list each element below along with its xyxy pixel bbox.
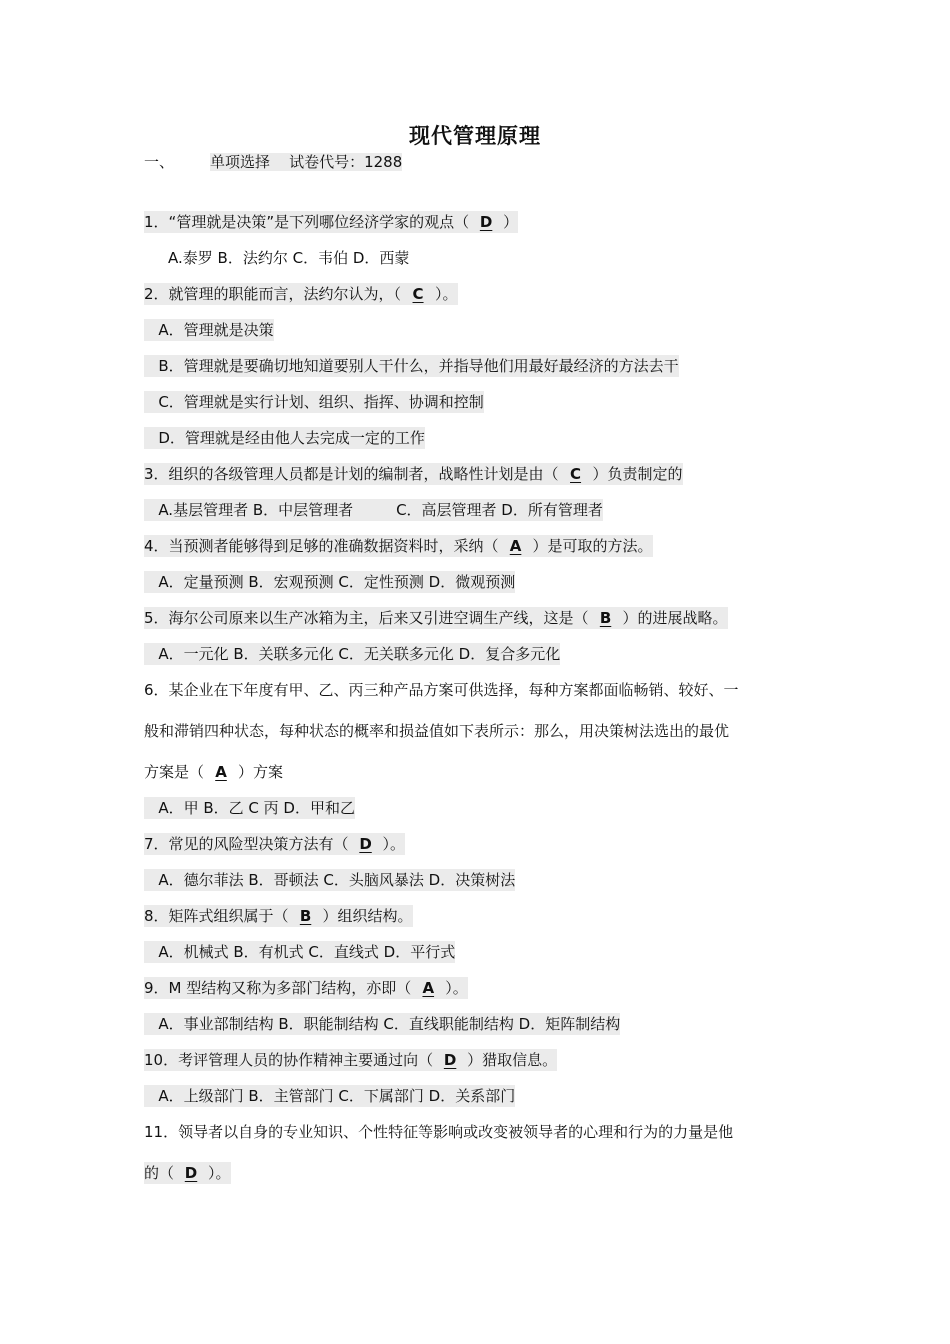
question-6-options: A．甲 B．乙 C 丙 D．甲和乙 [144, 797, 355, 819]
answer-8: B [299, 907, 312, 925]
question-4: 4．当预测者能够得到足够的准确数据资料时，采纳（ A ）是可取的方法。 [144, 537, 653, 555]
answer-1: D [479, 213, 493, 231]
question-11-line-2: 的（ D ）。 [144, 1164, 231, 1182]
answer-6: A [215, 763, 227, 781]
question-2-option-d: D．管理就是经由他人去完成一定的工作 [144, 427, 425, 449]
question-3-options: A.基层管理者 B．中层管理者 C．高层管理者 D．所有管理者 [144, 499, 603, 521]
question-9-options: A．事业部制结构 B．职能制结构 C．直线职能制结构 D．矩阵制结构 [144, 1013, 620, 1035]
question-6-line-3: 方案是（ A ）方案 [144, 763, 284, 781]
answer-9: A [422, 979, 435, 997]
question-2: 2．就管理的职能而言，法约尔认为，（ C ）。 [144, 285, 458, 303]
answer-10: D [443, 1051, 457, 1069]
question-7-options: A．德尔菲法 B．哥顿法 C．头脑风暴法 D．决策树法 [144, 869, 515, 891]
answer-2: C [412, 285, 424, 303]
question-2-option-b: B．管理就是要确切地知道要别人干什么，并指导他们用最好最经济的方法去干 [144, 355, 679, 377]
question-1: 1．“管理就是决策”是下列哪位经济学家的观点（ D ） [144, 213, 519, 231]
answer-7: D [359, 835, 372, 853]
question-1-options: A.泰罗 B．法约尔 C．韦伯 D．西蒙 [168, 249, 410, 267]
page-title: 现代管理原理 [409, 124, 541, 148]
answer-11: D [184, 1164, 198, 1182]
question-10: 10．考评管理人员的协作精神主要通过向（ D ）猎取信息。 [144, 1051, 558, 1069]
question-6-line-2: 般和滞销四种状态，每种状态的概率和损益值如下表所示：那么，用决策树法选出的最优 [144, 722, 730, 740]
question-2-option-a: A．管理就是决策 [144, 319, 274, 341]
question-8: 8．矩阵式组织属于（ B ）组织结构。 [144, 907, 413, 925]
answer-3: C [570, 465, 582, 483]
question-5-options: A．一元化 B．关联多元化 C．无关联多元化 D．复合多元化 [144, 643, 560, 665]
question-11-line-1: 11．领导者以自身的专业知识、个性特征等影响或改变被领导者的心理和行为的力量是他 [144, 1123, 734, 1141]
section-heading: 一、 单项选择 试卷代号：1288 [144, 153, 403, 171]
question-9: 9．M 型结构又称为多部门结构，亦即（ A ）。 [144, 979, 468, 997]
question-6-line-1: 6．某企业在下年度有甲、乙、丙三种产品方案可供选择，每种方案都面临畅销、较好、一 [144, 681, 739, 699]
question-2-option-c: C．管理就是实行计划、组织、指挥、协调和控制 [144, 391, 484, 413]
answer-5: B [599, 609, 612, 627]
question-8-options: A．机械式 B．有机式 C．直线式 D．平行式 [144, 941, 455, 963]
question-3: 3．组织的各级管理人员都是计划的编制者，战略性计划是由（ C ）负责制定的 [144, 465, 683, 483]
question-5: 5．海尔公司原来以生产冰箱为主，后来又引进空调生产线，这是（ B ）的进展战略。 [144, 609, 728, 627]
question-10-options: A．上级部门 B．主管部门 C．下属部门 D．关系部门 [144, 1085, 515, 1107]
answer-4: A [509, 537, 522, 555]
question-7: 7．常见的风险型决策方法有（ D ）。 [144, 835, 406, 853]
question-4-options: A．定量预测 B．宏观预测 C．定性预测 D．微观预测 [144, 571, 515, 593]
